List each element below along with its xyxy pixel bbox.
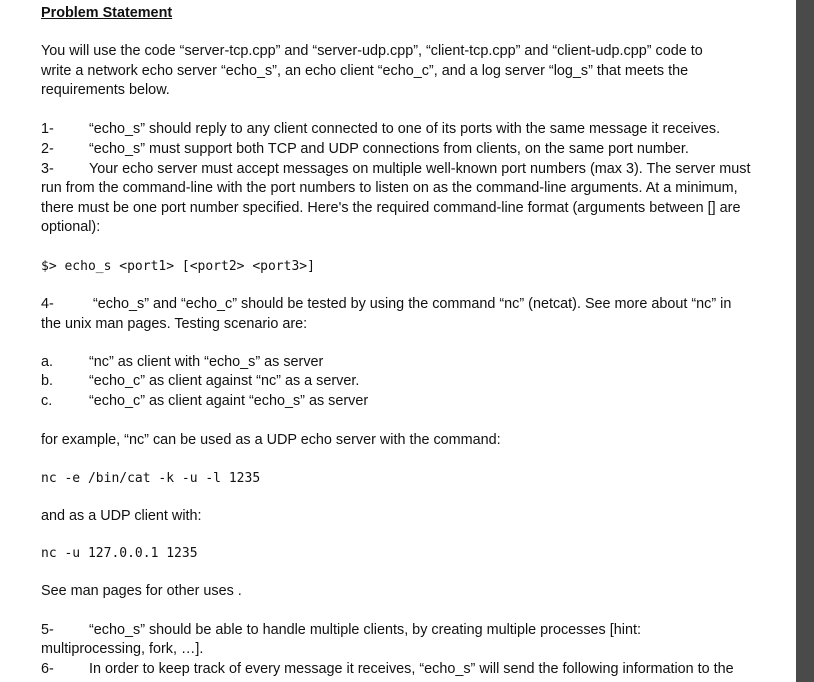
intro-line: requirements below. xyxy=(41,82,170,98)
item-text: “echo_s” must support both TCP and UDP connections from clients, on the same port number. xyxy=(89,141,689,157)
intro-line: You will use the code “server-tcp.cpp” and “server-udp.cpp”, “client-tcp.cpp” and “client-udp.cpp” code to xyxy=(41,43,703,59)
subitem-text: “nc” as client with “echo_s” as server xyxy=(89,354,324,370)
item-number: 5- xyxy=(41,622,54,638)
item-continuation: run from the command-line with the port numbers to listen on as the command-line arguments. At a minimum, xyxy=(41,180,738,196)
item-number: 3- xyxy=(41,161,54,177)
page-title: Problem Statement xyxy=(41,5,173,21)
command-line: nc -u 127.0.0.1 1235 xyxy=(41,546,198,561)
subitem-text: “echo_c” as client againt “echo_s” as server xyxy=(89,393,369,409)
item-number: 1- xyxy=(41,121,54,137)
item-text: “echo_s” should be able to handle multiple clients, by creating multiple processes [hint: xyxy=(89,622,641,638)
subitem-letter: a. xyxy=(41,354,54,370)
item-text: “echo_s” should reply to any client connected to one of its ports with the same message it receives. xyxy=(89,121,721,137)
paragraph: and as a UDP client with: xyxy=(41,508,202,524)
subitem-text: “echo_c” as client against “nc” as a server. xyxy=(89,373,360,389)
subitem-letter: b. xyxy=(41,373,54,389)
command-line: nc -e /bin/cat -k -u -l 1235 xyxy=(41,471,261,486)
item-text: Your echo server must accept messages on multiple well-known port numbers (max 3). The server must xyxy=(89,161,751,177)
item-continuation: multiprocessing, fork, …]. xyxy=(41,641,204,657)
command-line: $> echo_s <port1> [<port2> <port3>] xyxy=(41,259,315,274)
paragraph: See man pages for other uses . xyxy=(41,583,242,599)
item-number: 6- xyxy=(41,661,54,677)
item-number: 4- xyxy=(41,296,54,312)
item-continuation: optional): xyxy=(41,219,101,235)
subitem-letter: c. xyxy=(41,393,53,409)
scrollbar[interactable] xyxy=(796,0,814,682)
item-text: In order to keep track of every message it receives, “echo_s” will send the following information to the xyxy=(89,661,734,677)
paragraph: for example, “nc” can be used as a UDP echo server with the command: xyxy=(41,432,501,448)
item-continuation: there must be one port number specified. Here's the required command-line format (arguments between [] are xyxy=(41,200,741,216)
item-number: 2- xyxy=(41,141,54,157)
intro-line: write a network echo server “echo_s”, an echo client “echo_c”, and a log server “log_s” that meets the xyxy=(41,63,689,79)
item-text: “echo_s” and “echo_c” should be tested by using the command “nc” (netcat). See more about “nc” in xyxy=(93,296,732,312)
item-continuation: the unix man pages. Testing scenario are: xyxy=(41,316,308,332)
